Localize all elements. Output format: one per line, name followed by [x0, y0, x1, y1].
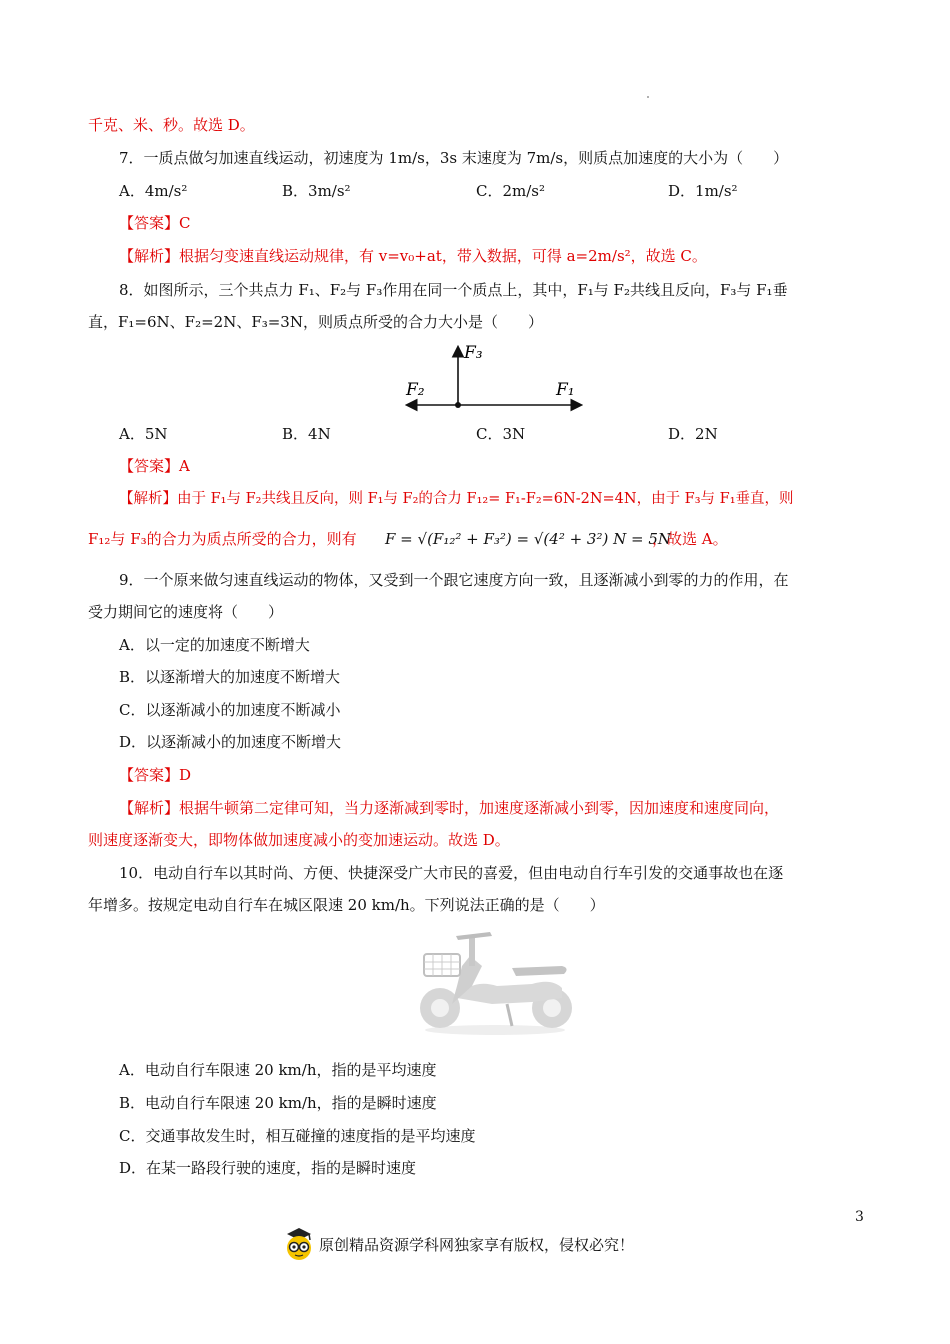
- f1-label: F₁: [556, 380, 575, 400]
- q7-option-d: D．1m/s²: [668, 182, 738, 200]
- q8-option-a: A．5N: [119, 425, 168, 443]
- particle-point: [455, 402, 461, 408]
- q10-stem-line1: 10．电动自行车以其时尚、方便、快捷深受广大市民的喜爱，但由电动自行车引发的交通事故也在逐: [119, 864, 784, 882]
- q10-option-b: B．电动自行车限速 20 km/h，指的是瞬时速度: [119, 1094, 437, 1112]
- q8-analysis-line2b: ，故选 A。: [652, 530, 728, 548]
- q9-option-b: B．以逐渐增大的加速度不断增大: [119, 668, 341, 686]
- q10-option-c: C．交通事故发生时，相互碰撞的速度指的是平均速度: [119, 1127, 476, 1145]
- q9-stem-line1: 9．一个原来做匀速直线运动的物体，又受到一个跟它速度方向一致，且逐渐减小到零的力的作用，在: [119, 571, 789, 589]
- q7-stem: 7．一质点做匀加速直线运动，初速度为 1m/s，3s 末速度为 7m/s，则质点加速度的大小为（ ）: [119, 149, 789, 167]
- q9-analysis-line1: 【解析】根据牛顿第二定律可知，当力逐渐减到零时，加速度逐渐减小到零，因加速度和速度同向，: [119, 799, 780, 817]
- q7-analysis: 【解析】根据匀变速直线运动规律，有 v=v₀+at，带入数据，可得 a=2m/s²，故选 C。: [119, 247, 707, 265]
- mascot-logo-icon: [283, 1226, 315, 1262]
- q8-option-b: B．4N: [282, 425, 331, 443]
- stray-dot: [647, 96, 649, 98]
- q7-option-b: B．3m/s²: [282, 182, 351, 200]
- q7-answer: 【答案】C: [119, 214, 191, 232]
- footer-text: 原创精品资源学科网独家享有版权，侵权必究！: [319, 1235, 635, 1254]
- q9-answer: 【答案】D: [119, 766, 192, 784]
- footer: [283, 1226, 634, 1262]
- q7-option-a: A．4m/s²: [119, 182, 188, 200]
- q10-stem-line2: 年增多。按规定电动自行车在城区限速 20 km/h。下列说法正确的是（ ）: [88, 896, 605, 914]
- q10-option-d: D．在某一路段行驶的速度，指的是瞬时速度: [119, 1159, 417, 1177]
- force-diagram: [400, 338, 590, 416]
- q9-stem-line2: 受力期间它的速度将（ ）: [88, 603, 284, 621]
- f2-label: F₂: [406, 380, 425, 400]
- q8-option-c: C．3N: [476, 425, 526, 443]
- f3-label: F₃: [464, 343, 483, 363]
- q8-formula: F = √(F₁₂² + F₃²) = √(4² + 3²) N = 5N: [385, 530, 672, 548]
- q8-option-d: D．2N: [668, 425, 718, 443]
- q9-option-c: C．以逐渐减小的加速度不断减小: [119, 701, 341, 719]
- electric-bike-image: [412, 926, 578, 1038]
- q10-option-a: A．电动自行车限速 20 km/h，指的是平均速度: [119, 1061, 437, 1079]
- q9-option-a: A．以一定的加速度不断增大: [119, 636, 310, 654]
- q7-option-c: C．2m/s²: [476, 182, 546, 200]
- page-number: 3: [855, 1209, 864, 1225]
- q9-option-d: D．以逐渐减小的加速度不断增大: [119, 733, 342, 751]
- q8-answer: 【答案】A: [119, 457, 190, 475]
- q8-stem-line1: 8．如图所示，三个共点力 F₁、F₂与 F₃作用在同一个质点上，其中，F₁与 F₂共线且反向，F₃与 F₁垂: [119, 281, 788, 299]
- q9-analysis-line2: 则速度逐渐变大，即物体做加速度减小的变加速运动。故选 D。: [88, 831, 510, 849]
- q8-analysis-line2a: F₁₂与 F₃的合力为质点所受的合力，则有: [88, 530, 357, 548]
- q8-stem-line2: 直，F₁=6N、F₂=2N、F₃=3N，则质点所受的合力大小是（ ）: [88, 313, 543, 331]
- intro-text: 千克、米、秒。故选 D。: [88, 116, 255, 134]
- q8-analysis-line1: 【解析】由于 F₁与 F₂共线且反向，则 F₁与 F₂的合力 F₁₂= F₁-F₂=6N-2N=4N，由于 F₃与 F₁垂直，则: [119, 491, 794, 507]
